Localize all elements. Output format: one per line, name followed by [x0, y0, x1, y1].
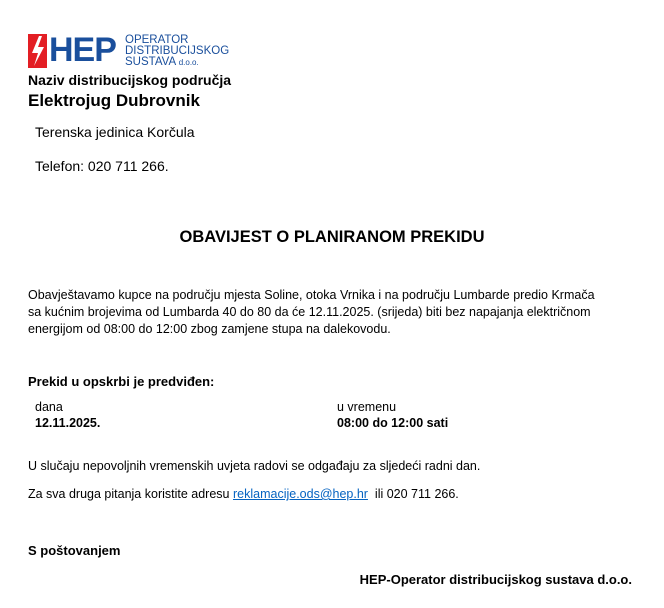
- notice-body-line: sa kućnim brojevima od Lumbarda 40 do 80 da će 12.11.2025. (srijeda) biti bez napajanja električnom: [28, 305, 591, 319]
- contact-prefix: Za sva druga pitanja koristite adresu: [28, 487, 230, 501]
- contact-suffix: ili 020 711 266.: [374, 487, 459, 501]
- logo-subtitle-line-3: SUSTAVA: [125, 56, 176, 68]
- time-label: u vremenu: [337, 400, 397, 414]
- area-label: Naziv distribucijskog područja: [28, 72, 232, 88]
- date-label: dana: [35, 400, 63, 414]
- notice-body: [28, 287, 638, 338]
- time-value: 08:00 do 12:00 sati: [337, 416, 449, 430]
- outage-heading: Prekid u opskrbi je predviđen:: [28, 374, 215, 389]
- field-unit: Terenska jedinica Korčula: [35, 124, 195, 140]
- date-value: 12.11.2025.: [35, 416, 101, 430]
- logo-subtitle-line-1: OPERATOR: [125, 34, 189, 46]
- area-name: Elektrojug Dubrovnik: [28, 91, 200, 110]
- phone-number: Telefon: 020 711 266.: [35, 158, 169, 174]
- signature: HEP-Operator distribucijskog sustava d.o.o.: [359, 572, 632, 587]
- contact-line: [28, 487, 459, 501]
- greeting: S poštovanjem: [28, 543, 121, 558]
- email-link[interactable]: reklamacije.ods@hep.hr: [232, 487, 368, 501]
- notice-body-line: Obavještavamo kupce na području mjesta Soline, otoka Vrnika i na području Lumbarde predio Krmača: [28, 288, 595, 302]
- notice-body-line: energijom od 08:00 do 12:00 zbog zamjene stupa na dalekovodu.: [28, 322, 391, 336]
- logo-brand: HEP: [49, 31, 116, 69]
- hep-logo: [28, 31, 230, 72]
- logo-subtitle-suffix: d.o.o.: [178, 58, 199, 67]
- lightning-bolt-icon: [28, 34, 47, 68]
- logo-subtitle-line-2: DISTRIBUCIJSKOG: [125, 45, 230, 57]
- weather-note: U slučaju nepovoljnih vremenskih uvjeta radovi se odgađaju za sljedeći radni dan.: [28, 459, 481, 473]
- logo-subtitle: [125, 35, 229, 68]
- notice-title: OBAVIJEST O PLANIRANOM PREKIDU: [179, 228, 485, 246]
